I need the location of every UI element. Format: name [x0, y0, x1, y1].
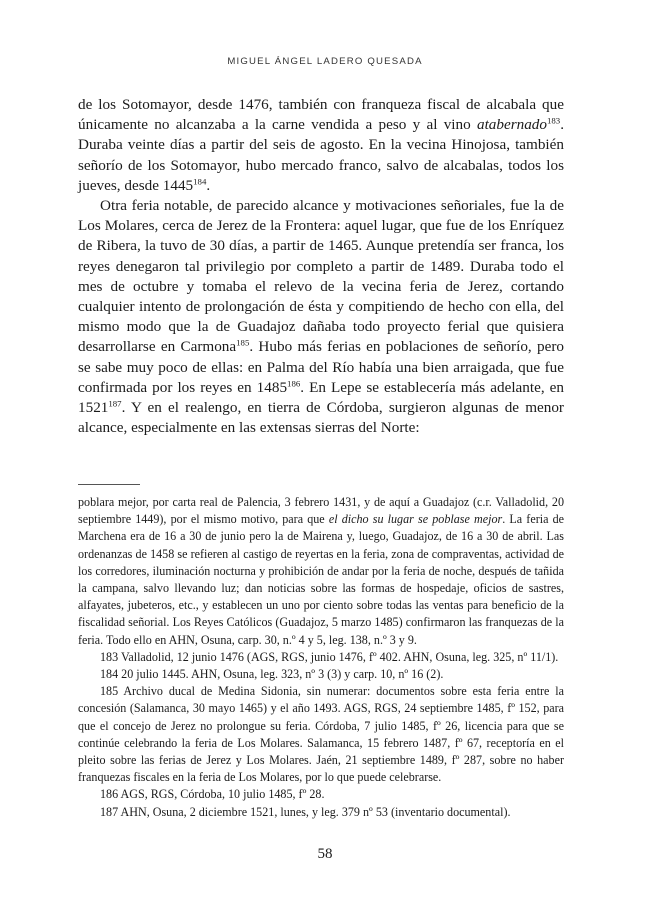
footnote-ref-183[interactable]: 183: [547, 115, 561, 126]
paragraph-2-text-b: . Hubo más ferias en poblaciones de señorío, pero se sabe muy poco de ellas: en Palma del Río había una bien arraigada, que fue confirmada por los reyes en 1485: [78, 338, 564, 396]
main-text: [78, 95, 564, 438]
footnote-continuation-text-a: poblara mejor, por carta real de Palencia, 3 febrero 1431, y de aquí a Guadajoz (c.r. Valladolid, 20 septiembre 1449), por el mismo motivo, para que: [78, 495, 564, 527]
footnote-187: 187 AHN, Osuna, 2 diciembre 1521, lunes, y leg. 379 nº 53 (inventario documental).: [100, 804, 511, 819]
footnote-continuation-italic: el dicho su lugar se poblase mejor: [328, 512, 503, 527]
paragraph-1-text-c: .: [206, 176, 211, 194]
footnote-186: 186 AGS, RGS, Córdoba, 10 julio 1485, fº 28.: [100, 787, 325, 802]
footnote-184: 184 20 julio 1445. AHN, Osuna, leg. 323, nº 3 (3) y carp. 10, nº 16 (2).: [100, 667, 444, 682]
footnote-ref-187[interactable]: 187: [108, 398, 122, 409]
footnote-continuation: [78, 494, 564, 649]
footnote-continuation-text-b: . La feria de Marchena era de 16 a 30 de junio pero la de Mairena y, luego, Guadajoz, de 16 a 30 de abril. Las ordenanzas de 1458 se refieren al castigo de reyertas en la feria, zona de compraventas, actividad de los corredores, iluminación nocturna y prohibición de andar por la feria de noche, después de tañida la campana, salvo llevando luz; dan noticias sobre las formas de hospedaje, oficios de sastres, alfayates, jubeteros, etc., y establecen un uno por ciento sobre todas las ventas para beneficio de la fiscalidad señorial. Los Reyes Católicos (Guadajoz, 5 marzo 1485) confirmaron las franquezas de la feria. Todo ello en AHN, Osuna, carp. 30, n.º 4 y 5, leg. 138, n.º 3 y 9.: [78, 512, 565, 647]
footnote-ref-185[interactable]: 185: [236, 337, 250, 348]
footnote-185: 185 Archivo ducal de Medina Sidonia, sin numerar: documentos sobre esta feria entre la concesión (Salamanca, 30 mayo 1465) y el año 1493. AGS, RGS, 24 septiembre 1485, fº 152, para que el concejo de Jerez no prolongue su feria. Córdoba, 7 julio 1485, fº 26, licencia para que se continúe celebrando la feria de Los Molares. Salamanca, 15 febrero 1487, fº 67, receptoría en el pleito sobre las ferias de Jerez y Los Molares. Jaén, 21 septiembre 1489, fº 287, sobre no haber franquezas fiscales en la feria de Los Molares, por lo que puede celebrarse.: [78, 684, 564, 785]
footnote-separator: [78, 484, 140, 485]
paragraph-1: [78, 95, 564, 196]
footnotes: [78, 494, 564, 821]
paragraph-1-text-a: de los Sotomayor, desde 1476, también con franqueza fiscal de alcabala que únicamente no alcanzaba a la carne vendida a peso y al vino: [78, 96, 564, 134]
footnote-ref-184[interactable]: 184: [193, 176, 207, 187]
paragraph-2-text-d: . Y en el realengo, en tierra de Córdoba, surgieron algunas de menor alcance, especialmente en las extensas sierras del Norte:: [78, 399, 564, 437]
paragraph-1-italic: atabernado: [476, 116, 547, 134]
paragraph-2-text-c: . En Lepe se establecería más adelante, en 1521: [78, 378, 565, 417]
footnote-183: 183 Valladolid, 12 junio 1476 (AGS, RGS, junio 1476, fº 402. AHN, Osuna, leg. 325, nº 11/1).: [100, 649, 559, 664]
footnote-ref-186[interactable]: 186: [287, 378, 301, 389]
paragraph-2: [78, 196, 564, 438]
paragraph-1-text-b: . Duraba veinte días a partir del seis de agosto. En la vecina Hinojosa, también señorío de los Sotomayor, hubo mercado franco, salvo de alcabalas, todos los jueves, desde 1445: [78, 116, 564, 194]
running-head: MIGUEL ÁNGEL LADERO QUESADA: [227, 56, 423, 67]
paragraph-2-text-a: Otra feria notable, de parecido alcance y motivaciones señoriales, fue la de Los Molares, cerca de Jerez de la Frontera: aquel lugar, que fue de los Enríquez de Ribera, la tuvo de 30 días, a partir de 1465. Aunque pretendía ser franca, los reyes denegaron tal privilegio por completo a partir de 1489. Duraba todo el mes de octubre y tomaba el relevo de la vecina feria de Jerez, cortando cualquier intento de prolongación de ésta y compitiendo de hecho con ella, del mismo modo que la de Guadajoz dañaba todo proyecto ferial que quisiera desarrollarse en Carmona: [78, 197, 564, 356]
page-number: 58: [317, 846, 333, 862]
